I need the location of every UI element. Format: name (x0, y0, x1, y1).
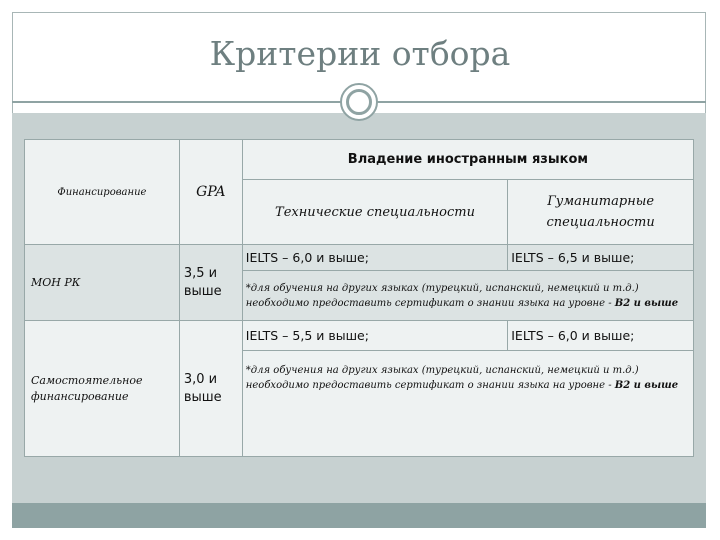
bottom-bar (12, 503, 706, 528)
gpa-header: GPA (179, 140, 242, 245)
table-row (25, 321, 694, 351)
language-note-mon (242, 271, 693, 321)
circle-emblem-icon (340, 83, 378, 121)
note-text: *для обучения на других языках (турецкий, испанский, немецкий и т.д.) необходимо предоставить сертификат о знании языка на уровне - (245, 282, 639, 309)
row-humanities-mon: IELTS – 6,5 и выше; (508, 245, 694, 271)
humanities-header: Гуманитарные специальности (508, 180, 694, 245)
note-level: B2 и выше (614, 297, 679, 309)
language-note-self (242, 351, 693, 457)
table-row (25, 245, 694, 271)
row-technical-mon: IELTS – 6,0 и выше; (242, 245, 507, 271)
row-gpa-mon: 3,5 и выше (179, 245, 242, 321)
criteria-table (24, 139, 694, 457)
technical-header: Технические специальности (242, 180, 507, 245)
note-level: B2 и выше (614, 380, 679, 391)
row-gpa-self: 3,0 и выше (179, 321, 242, 457)
row-humanities-self: IELTS – 6,0 и выше; (508, 321, 694, 351)
row-technical-self: IELTS – 5,5 и выше; (242, 321, 507, 351)
row-label-self: Самостоятельное финансирование (25, 321, 180, 457)
row-label-mon: МОН РК (25, 245, 180, 321)
language-header: Владение иностранным языком (242, 140, 693, 180)
page-title: Критерии отбора (209, 34, 511, 73)
financing-header: Финансирование (25, 140, 180, 245)
header-row-language (25, 140, 694, 180)
note-text: *для обучения на других языках (турецкий, испанский, немецкий и т.д.) необходимо предоставить сертификат о знании языка на уровне - (245, 365, 639, 391)
